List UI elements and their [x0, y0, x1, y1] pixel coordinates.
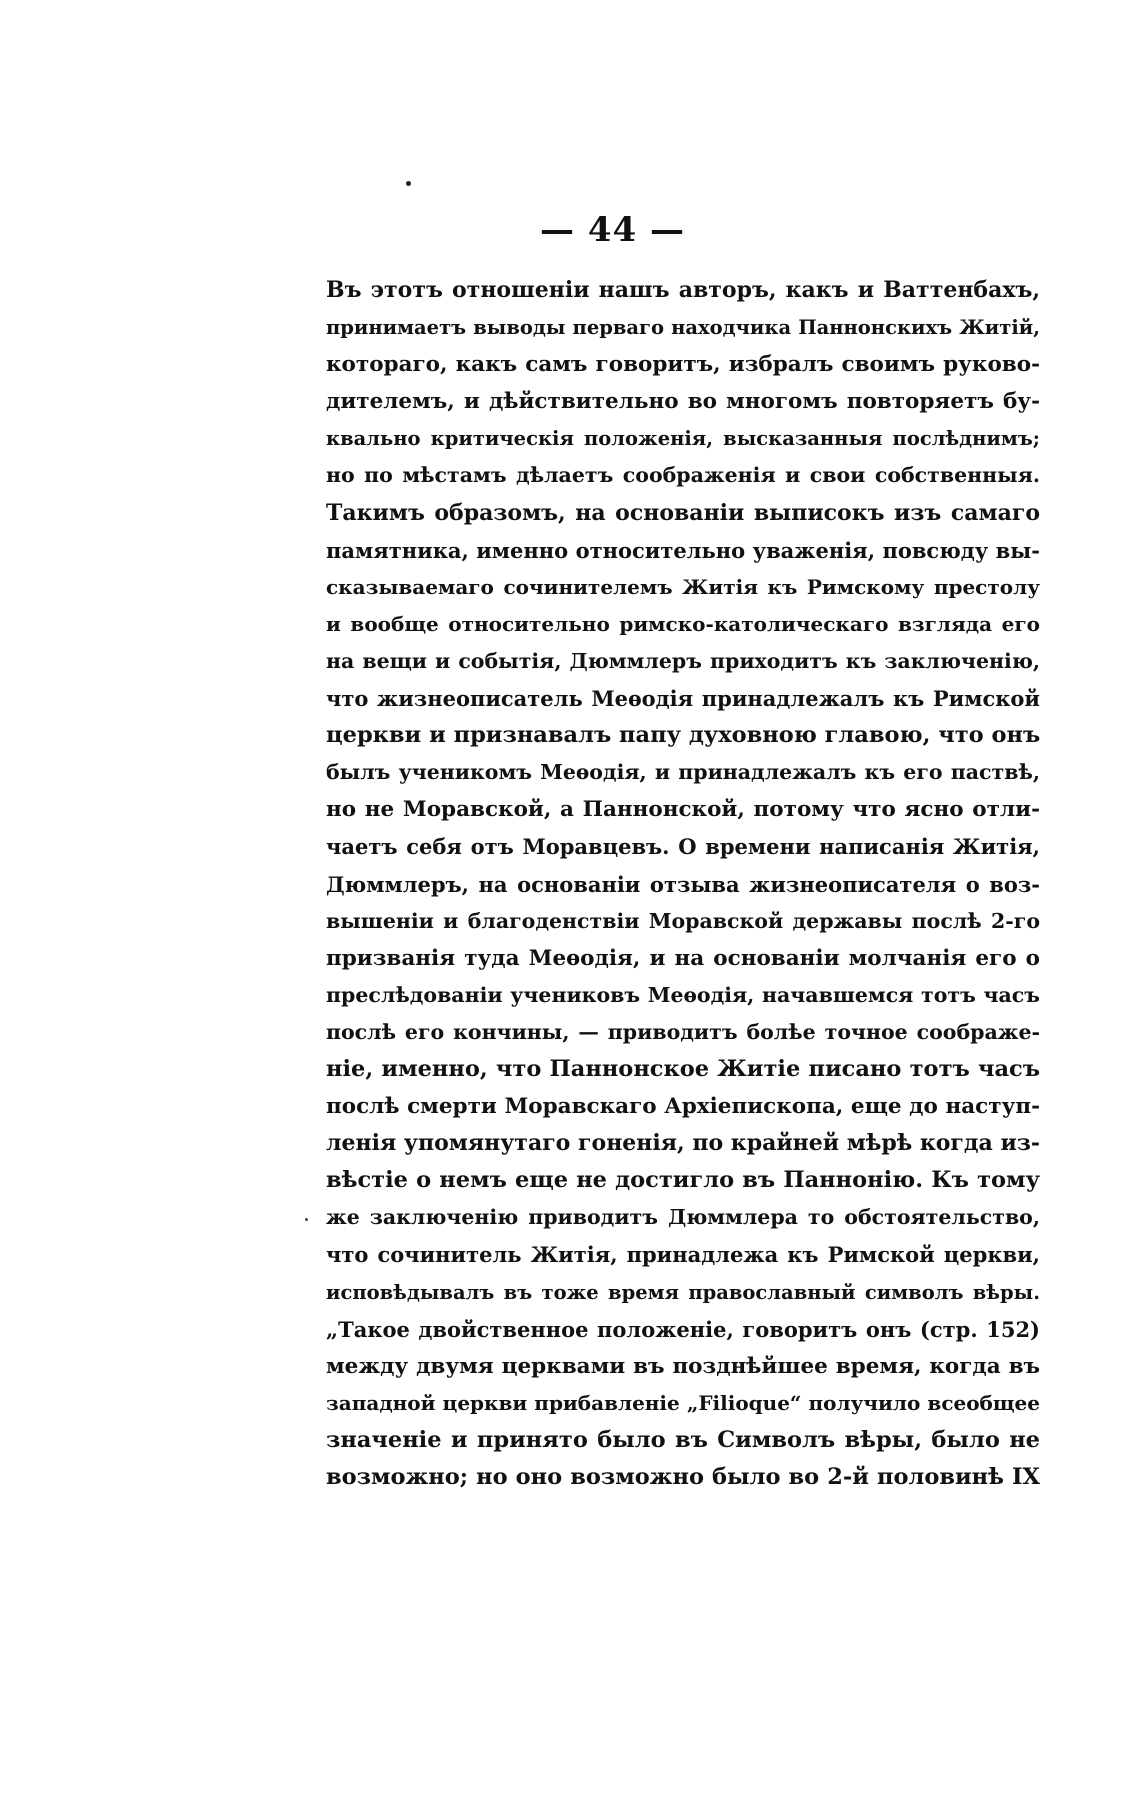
text-line: памятника, именно относительно уваженія, повсюду вы- [326, 537, 1040, 563]
ink-speck [406, 181, 411, 186]
text-line: западной церкви прибавленіе „Filioque“ получило всеобщее [326, 1390, 1040, 1415]
text-line: церкви и признавалъ папу духовною главою, что онъ [326, 722, 1040, 749]
text-line: исповѣдывалъ въ тоже время православный символъ вѣры. [326, 1280, 1040, 1304]
text-line: вышеніи и благоденствіи Моравской державы послѣ 2-го [326, 908, 1040, 933]
text-line: ленія упомянутаго гоненія, по крайней мѣрѣ когда из- [326, 1130, 1040, 1157]
text-line: послѣ смерти Моравскаго Архіепископа, еще до наступ- [326, 1094, 1040, 1120]
text-line: „Такое двойственное положеніе, говоритъ онъ (стр. 152) [326, 1316, 1040, 1342]
text-line: что сочинитель Житія, принадлежа къ Римской церкви, [326, 1242, 1040, 1268]
body-text [326, 272, 1040, 1496]
text-line: чаетъ себя отъ Моравцевъ. О времени написанія Житія, [326, 834, 1040, 860]
text-line: дителемъ, и дѣйствительно во многомъ повторяетъ бу- [326, 389, 1040, 415]
text-line: призванія туда Меѳодія, и на основаніи молчанія его о [326, 945, 1040, 971]
text-line: и вообще относительно римско-католическаго взгляда его [326, 611, 1040, 636]
text-line: ніе, именно, что Паннонское Житіе писано тотъ часъ [326, 1055, 1040, 1082]
text-line: квально критическія положенія, высказанныя послѣднимъ; [326, 427, 1040, 451]
page-number-text: — 44 — [540, 210, 685, 250]
text-line: послѣ его кончины, — приводитъ болѣе точное соображе- [326, 1019, 1040, 1044]
text-line: но по мѣстамъ дѣлаетъ соображенія и свои собственныя. [326, 463, 1040, 488]
text-line: преслѣдованіи учениковъ Меѳодія, начавшемся тотъ часъ [326, 982, 1040, 1007]
text-line: между двумя церквами въ позднѣйшее время, когда въ [326, 1353, 1040, 1379]
text-line: принимаетъ выводы перваго находчика Паннонскихъ Житій, [326, 316, 1040, 340]
text-line: сказываемаго сочинителемъ Житія къ Римскому престолу [326, 574, 1040, 599]
text-line: Дюммлеръ, на основаніи отзыва жизнеописателя о воз- [326, 871, 1040, 897]
text-line: но не Моравской, а Паннонской, потому что ясно отли- [326, 797, 1040, 823]
text-line: значеніе и принято было въ Символъ вѣры, было не [326, 1426, 1040, 1453]
text-line: что жизнеописатель Меѳодія принадлежалъ къ Римской [326, 686, 1040, 712]
text-line: котораго, какъ самъ говоритъ, избралъ своимъ руково- [326, 352, 1040, 378]
text-line: Такимъ образомъ, на основаніи выписокъ изъ самаго [326, 499, 1040, 526]
page-number [0, 210, 1140, 250]
text-line: вѣстіе о немъ еще не достигло въ Паннонію. Къ тому [326, 1167, 1040, 1194]
text-line: на вещи и событія, Дюммлеръ приходитъ къ заключенію, [326, 648, 1040, 673]
text-line: же заключенію приводитъ Дюммлера то обстоятельство, [326, 1205, 1040, 1230]
ink-speck [305, 1218, 308, 1221]
text-line: былъ ученикомъ Меѳодія, и принадлежалъ къ его паствѣ, [326, 760, 1040, 785]
text-line: Въ этотъ отношеніи нашъ авторъ, какъ и Ваттенбахъ, [326, 277, 1040, 303]
text-line: возможно; но оно возможно было во 2-й половинѣ IX [326, 1464, 1040, 1490]
